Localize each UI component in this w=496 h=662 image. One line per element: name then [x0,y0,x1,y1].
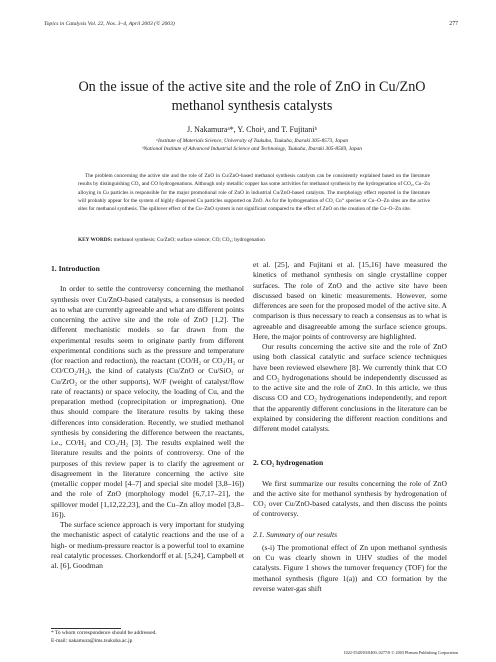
intro-paragraph-4: Our results concerning the active site and the role of ZnO using both classical catalytic and surface science techniques have been reviewed elsewhere [8]. We currently think that CO and CO₂ hydrogenations should be independently discussed as to the active site and the role of ZnO. In this article, we thus discuss CO and CO₂ hydrogenations independently, and report that the apparently different conclusions in the literature can be explained by considering the different reaction conditions and different model catalysts. [253,342,447,433]
keywords-label: KEY WORDS: [78,237,113,243]
intro-paragraph-2: The surface science approach is very important for studying the mechanistic aspect of catalytic reactions and the use of a high- or medium-pressure reactor is a powerful tool to examine real catalytic processes. Chorkendorff et al. [5,24], Campbell et al. [6], Goodman [51,520,244,570]
page-number: 277 [449,21,458,27]
title-line-2: methanol synthesis catalysts [171,98,333,114]
section-2-paragraph-1: We first summarize our results concerning the role of ZnO and the active site for methanol synthesis by hydrogenation of CO₂ over Cu/ZnO-based catalysts, and then discuss the points of controversy. [253,478,447,519]
footnote-email: E-mail: nakamura@ims.tsukuba.ac.jp [51,638,133,644]
footnote-corresponding: * To whom correspondence should be addressed. [51,630,157,636]
abstract [78,172,430,213]
section-2-heading: 2. CO₂ hydrogenation [253,458,324,468]
subsection-2-1-heading: 2.1. Summary of our results [253,529,338,539]
intro-paragraph-1: In order to settle the controversy concerning the methanol synthesis over Cu/ZnO-based catalysts, a consensus is needed as to what are currently agreeable and what are different points concerning the active site and the role of ZnO [1,2]. The different mechanistic models so far drawn from the experimental results seem to originate partly from different experimental conditions such as the pressure and temperature (for reaction and reduction), the reactant (CO/H₂ or CO₂/H₂ or CO/CO₂/H₂), the kind of catalysts (Cu/ZnO or Cu/SiO₂ or Cu/ZrO₂ or the other supports), W/F (weight of catalyst/flow rate of reactants) or space velocity, the loading of Cu, and the preparation method (coprecipitation or impregnation). One thus should compare the literature results by taking these differences into consideration. Recently, we studied methanol synthesis by considering the difference between the reactants, i.e., CO/H₂ and CO₂/H₂ [3]. The results explained well the literature results and the points of controversy. One of the purposes of this review paper is to clarify the agreement or disagreement in the literature concerning the active site (metallic copper model [4–7] and special site model [3,8–16]) and the role of ZnO (morphology model [6,7,17–21], the spillover model [1,12,22,23], and the Cu–Zn alloy model [3,8–16]). [51,284,244,519]
keywords [78,236,430,244]
left-column [51,260,244,571]
author-list: J. Nakamuraᵃ*, Y. Choiᵃ, and T. Fujitaniᵇ [187,125,317,134]
right-column [253,260,447,594]
subsection-2-1-paragraph: (s-i) The promotional effect of Zn upon methanol synthesis on Cu was clearly shown in UHV studies of the model catalysts. Figure 1 shows the turnover frequency (TOF) for the methanol synthesis (figure 1(a)) and CO formation by the reverse water-gas shift [253,542,447,593]
affiliation-b: ᵇNational Institute of Advanced Industrial Science and Technology, Tsukuba, Ibaraki 305-8569, Japan [142,146,362,152]
footnote-rule [51,628,121,629]
title-line-1: On the issue of the active site and the role of ZnO in Cu/ZnO [78,79,426,95]
paper-title [44,78,460,116]
issn-line: 1022-5528/03/0400–0277/0 © 2003 Plenum Publishing Corporation [343,650,458,655]
affiliation-a: ᵃInstitute of Materials Science, University of Tsukuba, Tsukuba, Ibaraki 305-8573, Japan [155,138,349,144]
intro-paragraph-3: et al. [25], and Fujitani et al. [15,16] have measured the kinetics of methanol synthesis on single crystalline copper surfaces. The role of ZnO and the active site have been discussed based on kinetic measurements. However, some differences are seen for the proposed model of the active site. A comparison is thus necessary to reach a consensus as to what is agreeable and disagreeable among the surface science groups. Here, the major points of controversy are highlighted. [253,260,447,341]
keywords-text: methanol synthesis; Cu/ZnO; surface science; CO; CO₂; hydrogenation [113,237,265,243]
running-head: Topics in Catalysis Vol. 22, Nos. 3–4, April 2003 (© 2003) [44,21,175,27]
abstract-text: The problem concerning the active site and the role of ZnO in Cu/ZnO-based methanol synthesis catalysts can be consistently explained based on the literature results by distinguishing CO₂ and CO hydrogenations. Although only metallic copper has some activities for methanol synthesis by the hydrogenation of CO₂, Cu–Zn alloying in Cu particles is responsible for the major promotional role of ZnO in industrial Cu/ZnO-based catalysts. The morphology effect reported in the literature will probably appear for the system of highly dispersed Cu particles supported on ZnO. As for the hydrogenation of CO, Cu⁺ species or Cu–O–Zn sites are the active sites for methanol synthesis. The spillover effect of the Cu–ZnO system is not significant compared to the effect of ZnO on the creation of the Cu–O–Zn site. [78,173,430,213]
section-1-heading: 1. Introduction [51,264,100,273]
